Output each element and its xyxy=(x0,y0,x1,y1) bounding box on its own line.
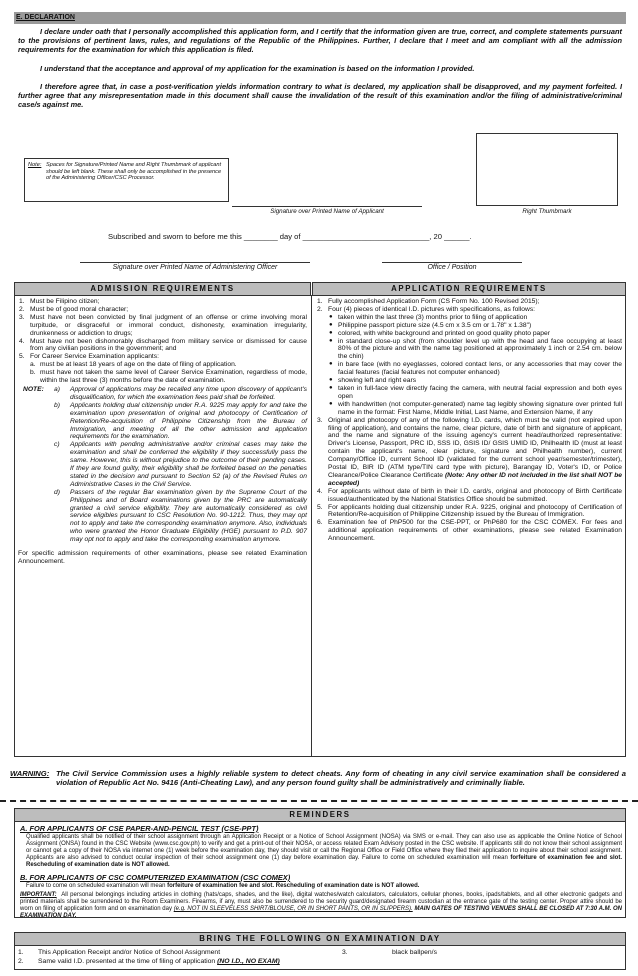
applicant-signature-line xyxy=(232,206,422,207)
bring-item-3: 3. black ballpen/s xyxy=(342,949,437,956)
reminders-header: REMINDERS xyxy=(14,808,626,822)
reminders-a-text: Qualified applicants shall be notified of their school assignment through an Application Receipt or a Notice of School Assignment (NOSA) via SMS or e-mail. They can also use as applicable the Online Notice of School Assignment (ONSA) found in the CSC Website (www.csc.gov.ph) to verify and get a print-out of their NOSA, or access related Exam Advisory posted in the CSC website. If applicants still do not know their school assignment or cannot get a copy of their NOSA via internet one (1) week before the examination day, they should visit or call the Regional Office or Field Office where they filed their application to inquire about their school assignment. Applicants are also advised to conduct ocular inspection of their school assignment one (1) day before examination day. Failure to come on scheduled examination will mean forfeiture of examination fee and slot. Rescheduling of examination date is NOT allowed. xyxy=(26,834,623,869)
office-position-line xyxy=(382,262,522,263)
warning-notice xyxy=(10,770,626,788)
reminders-a-title: A. FOR APPLICANTS OF CSE PAPER-AND-PENCIL TEST (CSE-PPT) xyxy=(20,824,259,833)
list-item: 5. For applicants holding dual citizenship under R.A. 9225, original and photocopy of Certification of Retention/Re-acquisition of Philippine Citizenship issued by the Bureau of Immigration. xyxy=(317,503,622,519)
warning-text: The Civil Service Commission uses a highly reliable system to detect cheats. Any form of cheating in any civil service examination shall be considered a violation of Republic Act No. 9416 (Anti-Cheating Law), and any person found guilty shall be administratively and criminally liable. xyxy=(56,769,626,787)
admission-requirements-list xyxy=(18,298,307,566)
list-item: ● showing left and right ears xyxy=(329,377,417,385)
list-item: ● Philippine passport picture size (4.5 cm x 3.5 cm or 1.78" x 1.38") xyxy=(329,321,532,329)
list-item: ● in standard close-up shot (from shoulder level up with the head and face occupying at least 80% of the picture and with the name tag positioned at approximately 1 inch or 2.54 cm. below the chin) xyxy=(329,337,622,361)
sworn-statement: Subscribed and sworn to before me this ________ day of ______________________________, 20 ______. xyxy=(108,232,472,241)
list-item: d) Passers of the regular Bar examination given by the Supreme Court of the Philippines and of Board examinations given by the PRC are automatically granted a civil service eligibility. They are automatically considered as civil service eligibles pursuant to CSC Resolution No. 90-1212. Thus, they may opt not to apply and take the corresponding examination anymore. Also, individuals who were granted the Honor Graduate Eligibility (HGE) pursuant to P.D. 907 may opt not to apply and take the corresponding examination anymore. xyxy=(54,488,307,544)
list-item: b) Applicants holding dual citizenship under R.A. 9225 may apply for and take the examination upon presentation of original and photocopy of Certification of Retention/Re-acquisition of Philippine Citizenship from the Bureau of Immigration, and meeting of all the other admission and application requirements for the examination. xyxy=(54,401,307,441)
list-item: c) Applicants with pending administrative and/or criminal cases may take the examination and shall be conferred the eligibility if they successfully pass the same. However, this is without prejudice to the outcome of their pending cases. If they are found guilty, their eligibility shall be forfeited based on the penalties stated in the decision and pursuant to Section 52 (a) of the Revised Rules on Administrative Cases in the Civil Service. xyxy=(54,441,307,488)
list-item: 1. Must be Filipino citizen; xyxy=(19,298,100,305)
note-box xyxy=(24,158,229,202)
bring-header: BRING THE FOLLOWING ON EXAMINATION DAY xyxy=(14,932,626,946)
applicant-signature-label: Signature over Printed Name of Applicant xyxy=(270,208,384,215)
list-item: ● colored, with white background and printed on good quality photo paper xyxy=(329,329,550,337)
list-item: ● in bare face (with no eyeglasses, colored contact lens, or any accessories that may cover the facial features (facial features not computer enhanced) xyxy=(329,361,622,377)
reminders-important: IMPORTANT: All personal belongings including articles in clothing (hats/caps, shades, and the like), digital watches/watch calculators, calculators, cellular phones, books, ipads/tablets, and all other electronic gadgets and printed materials shall be surrendered to the Room Examiners. Firearms, if any, must also be surrendered to the security guard/designated firearm custodian at the entrance gate of the testing center. Proper attire should be worn on filing of application form and on examination day (e.g. NOT IN SLEEVELESS SHIRT/BLOUSE, OR IN SHORT PANTS, OR IN SLIPPERS). MAIN GATES OF TESTING VENUES SHALL BE CLOSED AT 7:30 A.M. ON EXAMINATION DAY. xyxy=(20,892,622,920)
list-item: 2. Four (4) pieces of identical I.D. pictures with specifications, as follows: xyxy=(317,305,536,313)
declaration-paragraph-3: I therefore agree that, in case a post-verification yields information contrary to what is declared, my application shall be disapproved, and my payment forfeited. I further agree that any misrepresentation made in this document shall cause the invalidation of the result of this examination and/or the filing of administrative/criminal case/s against me. xyxy=(18,82,622,109)
bring-item-1: 1. This Application Receipt and/or Notice of School Assignment xyxy=(18,949,221,956)
list-item: 3. Must have not been convicted by final judgment of an offense or crime involving moral turpitude, or disgraceful or immoral conduct, dishonesty, examination irregularity, drunkenness or addiction to drugs; xyxy=(19,313,307,337)
list-item: 4. For applicants without date of birth in their I.D. card/s, original and photocopy of Birth Certificate issued/authenticated by the National Statistics Office should be submitted. xyxy=(317,487,622,503)
bring-item-2: 2. Same valid I.D. presented at the time of filing of application (NO I.D., NO EXAM) xyxy=(18,958,280,965)
application-requirements-list xyxy=(316,298,622,543)
list-item: b. must have not taken the same level of Career Service Examination, regardless of mode, within the last three (3) months before the date of examination. xyxy=(30,369,307,385)
application-requirements-header: APPLICATION REQUIREMENTS xyxy=(312,282,626,296)
right-thumbmark-label: Right Thumbmark xyxy=(522,208,572,215)
reminders-b-title: B. FOR APPLICANTS OF CSC COMPUTERIZED EXAMINATION (CSC COMEX) xyxy=(20,873,291,882)
list-item: 3. Original and photocopy of any of the following I.D. cards, which must be valid (not expired upon filing of application), and contains the name, clear picture, date of birth and signature of applicant, and the name and signature of the issuing agency's current head/authorized representative: Driver's License, Passport, PRC ID, SSS ID, GSIS ID/ GSIS UMID ID, Philhealth ID (must at least contain the applicant's name, clear picture, signature and Philhealth number), current Company/Office ID, current School ID (validated for the current school year/semester/trimester), Postal ID, BIR ID (ATM type/TIN card type with picture), Barangay ID, Voter's ID, or Police Clearance/Police Clearance Certificate (Note: Any other ID not included in the list shall NOT be accepted) xyxy=(317,416,623,487)
list-item: 5. For Career Service Examination applicants: xyxy=(19,353,159,361)
admission-requirements-header: ADMISSION REQUIREMENTS xyxy=(14,282,311,296)
note-text: Spaces for Signature/Printed Name and Right Thumbmark of applicant should be left blank. These shall only be accomplished in the presence of the Administering Officer/CSC Processor. xyxy=(46,162,222,182)
officer-signature-line xyxy=(80,262,310,263)
cut-line xyxy=(0,800,638,806)
reminders-b-text: Failure to come on scheduled examination will mean forfeiture of examination fee and slot. Rescheduling of examination date is NOT allowed. xyxy=(26,883,420,889)
list-item: 6. Examination fee of PhP500 for the CSE-PPT, or PhP680 for the CSC COMEX. For fees and additional application requirements of other examinations, please see related Examination Announcement. xyxy=(317,519,622,543)
list-item: NOTE: a) Approval of applications may be recalled any time upon discovery of applicant's disqualification, for which the examination fees paid shall be forfeited. xyxy=(23,385,307,401)
list-item: 4. Must have not been dishonorably discharged from military service or dismissed for cause from any civilian positions in the government; and xyxy=(19,337,307,353)
officer-signature-label: Signature over Printed Name of Administering Officer xyxy=(112,264,278,271)
declaration-paragraph-1: I declare under oath that I personally accomplished this application form, and I certify that the information given are true, correct, and complete statements pursuant to the provisions of pertinent laws, rules, and regulations of the Republic of the Philippines. Further, I declare that I meet and am compliant with all the admission requirements for the examination for which this application is filed. xyxy=(18,27,622,54)
note-label: Note: xyxy=(28,162,42,168)
list-item: ● taken in full-face view directly facing the camera, with neutral facial expression and both eyes open xyxy=(329,384,622,400)
warning-label: WARNING: xyxy=(10,769,50,778)
office-position-label: Office / Position xyxy=(427,264,477,271)
admission-footer: For specific admission requirements of other examinations, please see related Examination Announcement. xyxy=(18,550,307,565)
right-thumbmark-box[interactable] xyxy=(476,133,618,206)
list-item: a. must be at least 18 years of age on the date of filing of application. xyxy=(30,361,237,369)
list-item: ● with handwritten (not computer-generated) name tag legibly showing signature over printed full name in the format: First Name, Middle Initial, Last Name, and Extension Name, if any xyxy=(329,400,622,416)
list-item: 2. Must be of good moral character; xyxy=(19,305,129,313)
list-item: ● taken within the last three (3) months prior to filing of application xyxy=(329,313,528,321)
declaration-paragraph-2: I understand that the acceptance and approval of my application for the examination is based on the information I provided. xyxy=(40,64,475,73)
declaration-section-title: E. DECLARATION xyxy=(14,12,626,24)
list-item: 1. Fully accomplished Application Form (CS Form No. 100 Revised 2015); xyxy=(317,298,540,305)
